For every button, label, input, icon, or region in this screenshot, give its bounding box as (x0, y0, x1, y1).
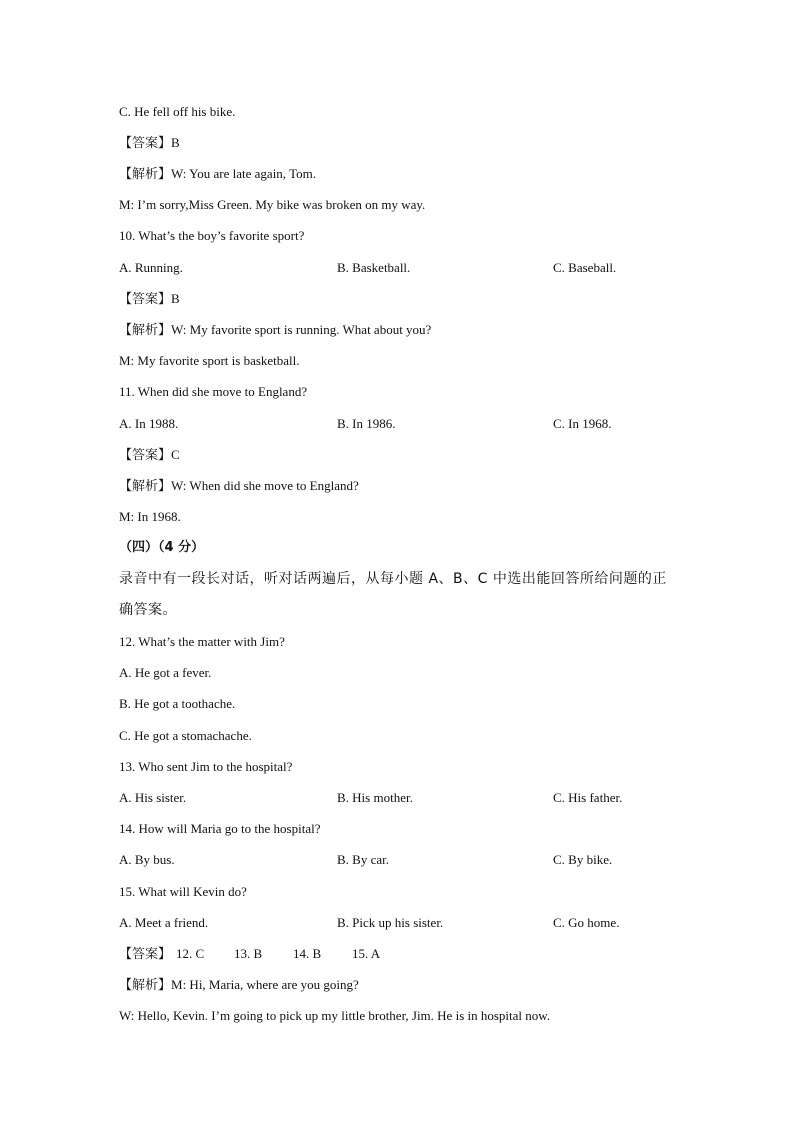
answer-13: 13. B (234, 946, 263, 961)
answer-15: 15. A (352, 946, 381, 961)
explanation-text: W: When did she move to England? (171, 478, 359, 493)
q9-option-c: C. He fell off his bike. (119, 104, 236, 119)
explanation-label: 【解析】 (119, 167, 172, 182)
q10-option-b: B. Basketball. (337, 260, 411, 275)
explanation-line-12-15 (119, 976, 359, 995)
answer-value: B (171, 291, 180, 306)
answer-label: 【答案】 (119, 136, 172, 151)
q15-option-b: B. Pick up his sister. (337, 915, 444, 930)
explanation-text: W: My favorite sport is running. What about you? (171, 322, 432, 337)
q11-option-c: C. In 1968. (553, 416, 612, 431)
q12-option-b: B. He got a toothache. (119, 696, 236, 711)
q14-option-c: C. By bike. (553, 852, 613, 867)
explanation-line-11 (119, 477, 359, 496)
answer-value: B (171, 135, 180, 150)
q14-option-b: B. By car. (337, 852, 389, 867)
q15-option-a: A. Meet a friend. (119, 915, 209, 930)
dialogue-line-11: M: In 1968. (119, 509, 181, 524)
question-10: 10. What’s the boy’s favorite sport? (119, 228, 305, 243)
question-14: 14. How will Maria go to the hospital? (119, 821, 321, 836)
explanation-line-9 (119, 165, 316, 184)
answer-label: 【答案】 (119, 292, 172, 307)
answer-label: 【答案】 (119, 947, 172, 962)
q13-option-a: A. His sister. (119, 790, 187, 805)
answer-line-11 (119, 446, 180, 465)
q13-option-b: B. His mother. (337, 790, 413, 805)
answer-value: C (171, 447, 180, 462)
q15-option-c: C. Go home. (553, 915, 620, 930)
explanation-line-10 (119, 321, 431, 340)
answer-line-10 (119, 290, 180, 309)
explanation-label: 【解析】 (119, 323, 172, 338)
answer-line-12-15 (119, 945, 171, 964)
question-11: 11. When did she move to England? (119, 384, 308, 399)
explanation-label: 【解析】 (119, 978, 172, 993)
q11-option-a: A. In 1988. (119, 416, 179, 431)
q12-option-c: C. He got a stomachache. (119, 728, 252, 743)
q11-option-b: B. In 1986. (337, 416, 396, 431)
explanation-label: 【解析】 (119, 479, 172, 494)
dialogue-line-9: M: I’m sorry,Miss Green. My bike was broken on my way. (119, 197, 426, 212)
dialogue-line-12-15: W: Hello, Kevin. I’m going to pick up my little brother, Jim. He is in hospital now. (119, 1008, 551, 1023)
answer-14: 14. B (293, 946, 322, 961)
answer-line-9 (119, 134, 180, 153)
answer-12: 12. C (176, 946, 205, 961)
explanation-text: M: Hi, Maria, where are you going? (171, 977, 359, 992)
q13-option-c: C. His father. (553, 790, 623, 805)
question-12: 12. What’s the matter with Jim? (119, 634, 285, 649)
answer-label: 【答案】 (119, 448, 172, 463)
dialogue-line-10: M: My favorite sport is basketball. (119, 353, 300, 368)
explanation-text: W: You are late again, Tom. (171, 166, 316, 181)
q10-option-c: C. Baseball. (553, 260, 617, 275)
section-heading-4: （四）（4 分） (119, 540, 205, 555)
q10-option-a: A. Running. (119, 260, 183, 275)
question-13: 13. Who sent Jim to the hospital? (119, 759, 293, 774)
section-instructions: 录音中有一段长对话，听对话两遍后，从每小题 A、B、C 中选出能回答所给问题的正确答案。 (119, 571, 667, 618)
question-15: 15. What will Kevin do? (119, 884, 247, 899)
q12-option-a: A. He got a fever. (119, 665, 212, 680)
q14-option-a: A. By bus. (119, 852, 175, 867)
